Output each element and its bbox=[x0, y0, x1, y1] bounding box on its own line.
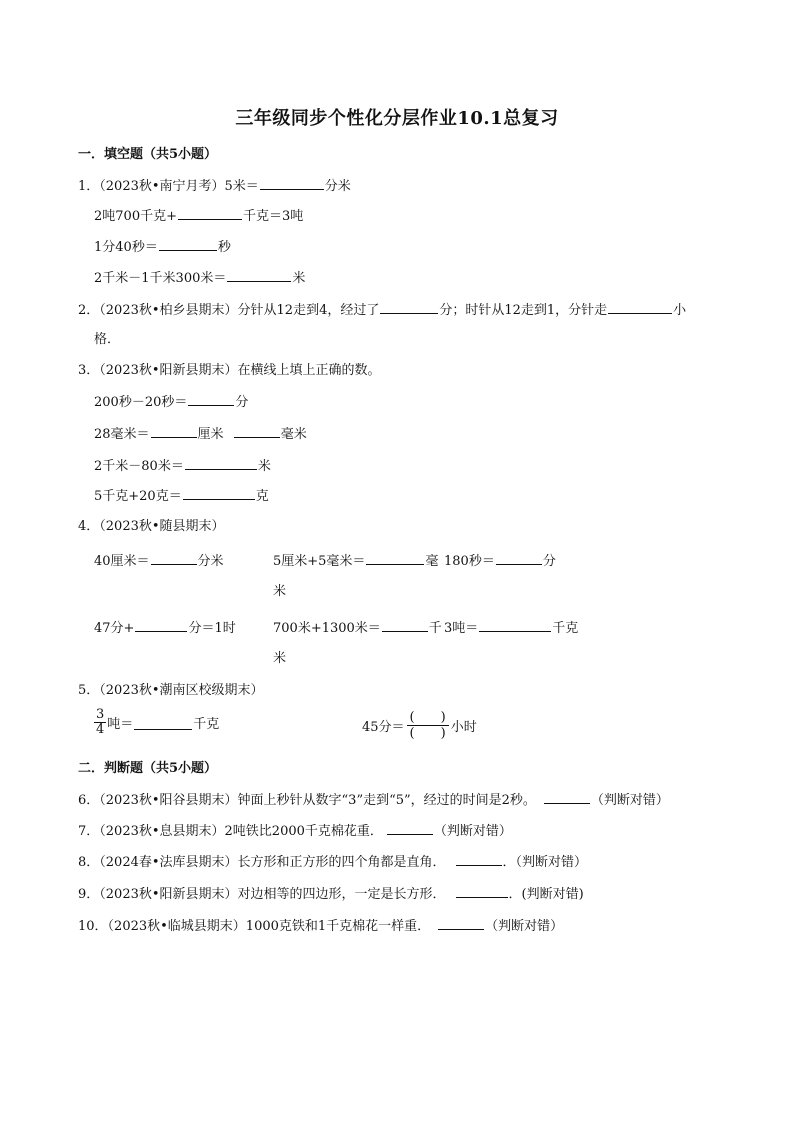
q5-b-text: 45分＝ bbox=[362, 720, 405, 735]
q4-d2-unit: 千 bbox=[428, 621, 442, 636]
q4-cell-2 bbox=[273, 551, 438, 571]
page-title: 三年级同步个性化分层作业10.1总复习 bbox=[235, 108, 559, 129]
q10-text: 10．（2023秋•临城县期末）1000克铁和1千克棉花一样重． bbox=[78, 919, 431, 934]
q4-cell-5-wrap: 米 bbox=[273, 651, 287, 666]
q2-text-c: 小 bbox=[673, 303, 687, 318]
answer-blank[interactable] bbox=[227, 268, 291, 282]
fraction bbox=[94, 708, 106, 737]
q4-cell-3 bbox=[444, 551, 556, 571]
q1-l4-text: 2千米－1千米300米＝ bbox=[94, 271, 227, 286]
question-1 bbox=[78, 176, 351, 196]
q8-text: 8．（2024春•法库县期末）长方形和正方形的四个角都是直角． bbox=[78, 855, 446, 870]
answer-blank[interactable] bbox=[151, 551, 197, 565]
question-10 bbox=[78, 916, 563, 936]
answer-blank[interactable] bbox=[188, 392, 234, 406]
q4-c2-text: 5厘米+5毫米＝ bbox=[273, 554, 366, 569]
q4-c1-text: 40厘米＝ bbox=[94, 554, 150, 569]
q4-cell-4 bbox=[94, 618, 236, 638]
question-2 bbox=[78, 300, 686, 320]
answer-blank[interactable] bbox=[456, 884, 508, 898]
q9-text: 9．（2023秋•阳新县期末）对边相等的四边形，一定是长方形． bbox=[78, 887, 446, 902]
q3-l4-text: 5千克+20克＝ bbox=[94, 489, 182, 504]
paren-denominator-blank[interactable]: ( ) bbox=[409, 726, 446, 741]
q1-unit: 分米 bbox=[324, 179, 351, 194]
answer-blank[interactable] bbox=[380, 300, 438, 314]
q2-text-a: 2．（2023秋•柏乡县期末）分针从12走到4，经过了 bbox=[78, 303, 380, 318]
question-1-line-4 bbox=[94, 268, 305, 288]
answer-blank[interactable] bbox=[456, 852, 502, 866]
q1-l4-unit: 米 bbox=[292, 271, 306, 286]
q9-suffix: ．(判断对错) bbox=[508, 887, 584, 902]
section-heading-true-false: 二．判断题（共5小题） bbox=[78, 761, 218, 776]
q4-c2-unit: 毫 bbox=[425, 554, 439, 569]
q1-stem: 1．（2023秋•南宁月考）5米＝ bbox=[78, 179, 259, 194]
q6-suffix: （判断对错） bbox=[590, 793, 669, 808]
answer-blank[interactable] bbox=[382, 618, 428, 632]
question-1-line-2 bbox=[94, 206, 303, 226]
q4-c3-unit: 分 bbox=[542, 554, 556, 569]
q3-l3-unit: 米 bbox=[257, 459, 271, 474]
question-7 bbox=[78, 821, 512, 841]
q7-suffix: （判断对错） bbox=[433, 824, 512, 839]
q10-suffix: （判断对错） bbox=[485, 919, 564, 934]
answer-blank[interactable] bbox=[178, 206, 242, 220]
question-3-line-1 bbox=[94, 392, 248, 412]
q3-l3-text: 2千米－80米＝ bbox=[94, 459, 184, 474]
question-3: 3．（2023秋•阳新县期末）在横线上填上正确的数。 bbox=[78, 363, 381, 378]
q1-l3-text: 1分40秒＝ bbox=[94, 240, 158, 255]
q7-text: 7．（2023秋•息县期末）2吨铁比2000千克棉花重． bbox=[78, 824, 383, 839]
q3-l1-unit: 分 bbox=[235, 395, 249, 410]
answer-blank[interactable] bbox=[387, 821, 433, 835]
question-8 bbox=[78, 852, 587, 872]
q4-c1-unit: 分米 bbox=[197, 554, 224, 569]
answer-blank[interactable] bbox=[159, 237, 217, 251]
q5-part-b bbox=[362, 710, 477, 741]
answer-blank[interactable] bbox=[608, 300, 672, 314]
q3-l2-text: 28毫米＝ bbox=[94, 427, 150, 442]
q4-cell-6 bbox=[444, 618, 578, 638]
q4-d3-unit: 千克 bbox=[552, 621, 579, 636]
answer-blank[interactable] bbox=[544, 790, 590, 804]
q3-l2-unit: 厘米 bbox=[197, 427, 224, 442]
question-3-line-2 bbox=[94, 424, 307, 444]
q4-d1-text: 47分+ bbox=[94, 621, 135, 636]
q8-suffix: ．（判断对错） bbox=[502, 855, 588, 870]
fraction-numerator: 3 bbox=[96, 707, 105, 722]
paren-numerator-blank[interactable]: ( ) bbox=[407, 710, 449, 726]
question-3-line-4 bbox=[94, 486, 269, 506]
answer-blank[interactable] bbox=[134, 716, 192, 730]
q4-cell-2-wrap: 米 bbox=[273, 584, 287, 599]
answer-blank[interactable] bbox=[366, 551, 424, 565]
fraction-denominator: 4 bbox=[96, 722, 105, 737]
q4-d3-text: 3吨＝ bbox=[444, 621, 479, 636]
answer-blank[interactable] bbox=[135, 618, 187, 632]
answer-blank[interactable] bbox=[438, 916, 484, 930]
q5-part-a bbox=[94, 708, 219, 737]
q2-text-b: 分；时针从12走到1，分针走 bbox=[439, 303, 608, 318]
section-heading-fill-in: 一．填空题（共5小题） bbox=[78, 147, 218, 162]
question-4: 4．（2023秋•随县期末） bbox=[78, 519, 225, 534]
q5-a-text: 吨＝ bbox=[107, 717, 134, 732]
q4-cell-1 bbox=[94, 551, 224, 571]
q4-c3-text: 180秒＝ bbox=[444, 554, 495, 569]
q4-d2-text: 700米+1300米＝ bbox=[273, 621, 381, 636]
q6-text: 6．（2023秋•阳谷县期末）钟面上秒针从数字“3”走到“5”，经过的时间是2秒。 bbox=[78, 793, 536, 808]
question-6 bbox=[78, 790, 669, 810]
q3-l1-text: 200秒－20秒＝ bbox=[94, 395, 188, 410]
answer-blank[interactable] bbox=[496, 551, 542, 565]
q3-l4-unit: 克 bbox=[255, 489, 269, 504]
q4-d1-unit: 分＝1时 bbox=[188, 621, 236, 636]
q1-l2-text: 2吨700千克+ bbox=[94, 209, 177, 224]
answer-blank[interactable] bbox=[234, 424, 280, 438]
question-5: 5．（2023秋•潮南区校级期末） bbox=[78, 683, 264, 698]
q1-l3-unit: 秒 bbox=[217, 240, 231, 255]
question-9 bbox=[78, 884, 584, 904]
q4-cell-5 bbox=[273, 618, 442, 638]
answer-blank[interactable] bbox=[185, 456, 257, 470]
answer-blank[interactable] bbox=[183, 486, 255, 500]
answer-blank[interactable] bbox=[151, 424, 197, 438]
answer-blank[interactable] bbox=[260, 176, 324, 190]
q1-l2-unit: 千克＝3吨 bbox=[242, 209, 304, 224]
question-3-line-3 bbox=[94, 456, 271, 476]
q5-a-unit: 千克 bbox=[193, 717, 220, 732]
q5-b-unit: 小时 bbox=[450, 720, 477, 735]
question-2-wrap: 格． bbox=[94, 332, 121, 347]
paren-fraction bbox=[407, 710, 449, 741]
answer-blank[interactable] bbox=[479, 618, 551, 632]
q3-l2-unit-2: 毫米 bbox=[280, 427, 307, 442]
question-1-line-3 bbox=[94, 237, 231, 257]
